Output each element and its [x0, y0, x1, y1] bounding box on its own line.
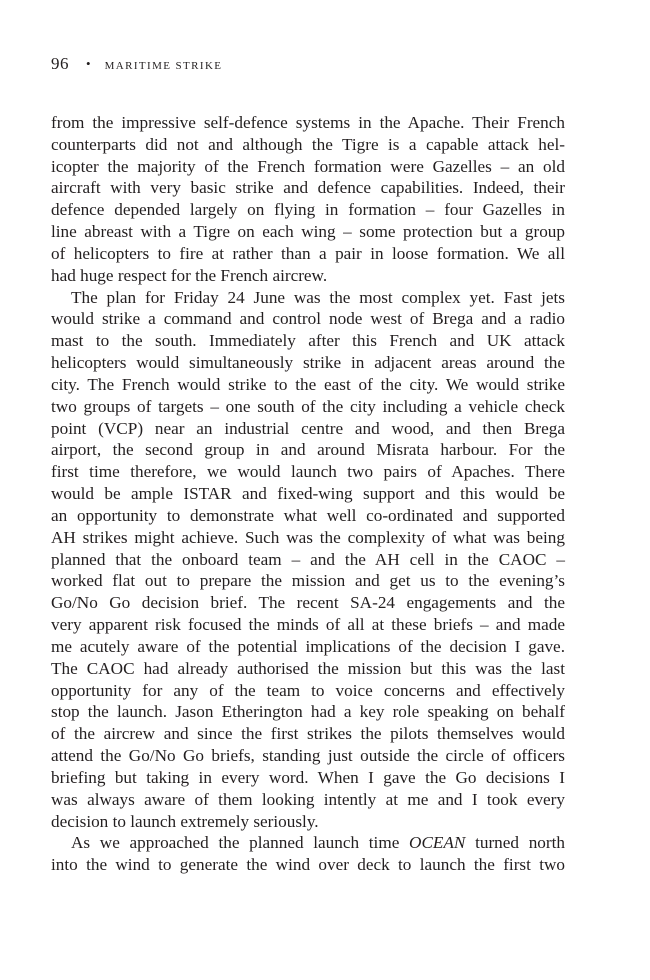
- running-title: MARITIME STRIKE: [104, 60, 223, 72]
- text-line: worked flat out to prepare the mission and get us to the evening’s: [51, 571, 565, 591]
- body-text: [51, 112, 565, 876]
- text-line: me acutely aware of the potential implications of the decision I gave.: [51, 636, 565, 656]
- text-line: The plan for Friday 24 June was the most complex yet. Fast jets: [71, 287, 565, 307]
- text-line: [51, 832, 565, 854]
- text-line: opportunity for any of the team to voice concerns and effectively: [51, 680, 565, 700]
- paragraph: [51, 287, 565, 833]
- text-line: counterparts did not and although the Tigre is a capable attack hel-: [51, 134, 565, 154]
- text-line: mast to the south. Immediately after this French and UK attack: [51, 331, 565, 351]
- text-line: first time therefore, we would launch two pairs of Apaches. There: [51, 462, 565, 482]
- text-segment: As we approached the planned launch time: [71, 833, 410, 853]
- text-line: helicopters would simultaneously strike in adjacent areas around the: [51, 353, 565, 373]
- text-line: decision to launch extremely seriously.: [51, 811, 319, 831]
- running-head: [51, 54, 222, 74]
- ship-name-italic: OCEAN: [409, 833, 466, 853]
- text-line: from the impressive self-defence systems in the Apache. Their French: [51, 113, 565, 132]
- text-line: point (VCP) near an industrial centre and wood, and then Brega: [51, 418, 565, 438]
- text-line: The CAOC had already authorised the mission but this was the last: [51, 658, 565, 678]
- text-line: briefing but taking in every word. When I gave the Go decisions I: [51, 767, 565, 787]
- text-line: planned that the onboard team – and the AH cell in the CAOC –: [51, 549, 565, 569]
- text-line: had huge respect for the French aircrew.: [51, 265, 328, 285]
- text-line: line abreast with a Tigre on each wing – some protection but a group: [51, 222, 565, 242]
- text-line: was always aware of them looking intently at me and I took every: [51, 789, 565, 809]
- text-line: AH strikes might achieve. Such was the complexity of what was being: [51, 527, 565, 547]
- page-number: 96: [51, 54, 69, 73]
- text-line: two groups of targets – one south of the city including a vehicle check: [51, 396, 565, 416]
- text-segment: into the wind to generate the wind over deck to launch the first two: [51, 855, 565, 875]
- header-separator: •: [86, 56, 91, 71]
- text-line: would be ample ISTAR and fixed-wing support and this would be: [51, 484, 565, 504]
- text-line: Go/No Go decision brief. The recent SA-24 engagements and the: [51, 593, 565, 613]
- text-line: icopter the majority of the French formation were Gazelles – an old: [51, 156, 565, 176]
- text-line: attend the Go/No Go briefs, standing just outside the circle of officers: [51, 746, 565, 766]
- text-segment: turned north: [465, 833, 565, 853]
- text-line: very apparent risk focused the minds of all at these briefs – and made: [51, 615, 565, 635]
- text-line: [51, 854, 565, 876]
- text-line: an opportunity to demonstrate what well co-ordinated and supported: [51, 505, 565, 525]
- text-line: aircraft with very basic strike and defence capabilities. Indeed, their: [51, 178, 565, 198]
- text-line: would strike a command and control node west of Brega and a radio: [51, 309, 565, 329]
- text-line: defence depended largely on flying in formation – four Gazelles in: [51, 200, 565, 220]
- text-line: airport, the second group in and around Misrata harbour. For the: [51, 440, 565, 460]
- paragraph: [51, 832, 565, 876]
- paragraph: [51, 112, 565, 287]
- text-line: of helicopters to fire at rather than a pair in loose formation. We all: [51, 243, 565, 263]
- text-line: city. The French would strike to the east of the city. We would strike: [51, 374, 565, 394]
- text-line: stop the launch. Jason Etherington had a key role speaking on behalf: [51, 702, 565, 722]
- text-line: of the aircrew and since the first strikes the pilots themselves would: [51, 724, 565, 744]
